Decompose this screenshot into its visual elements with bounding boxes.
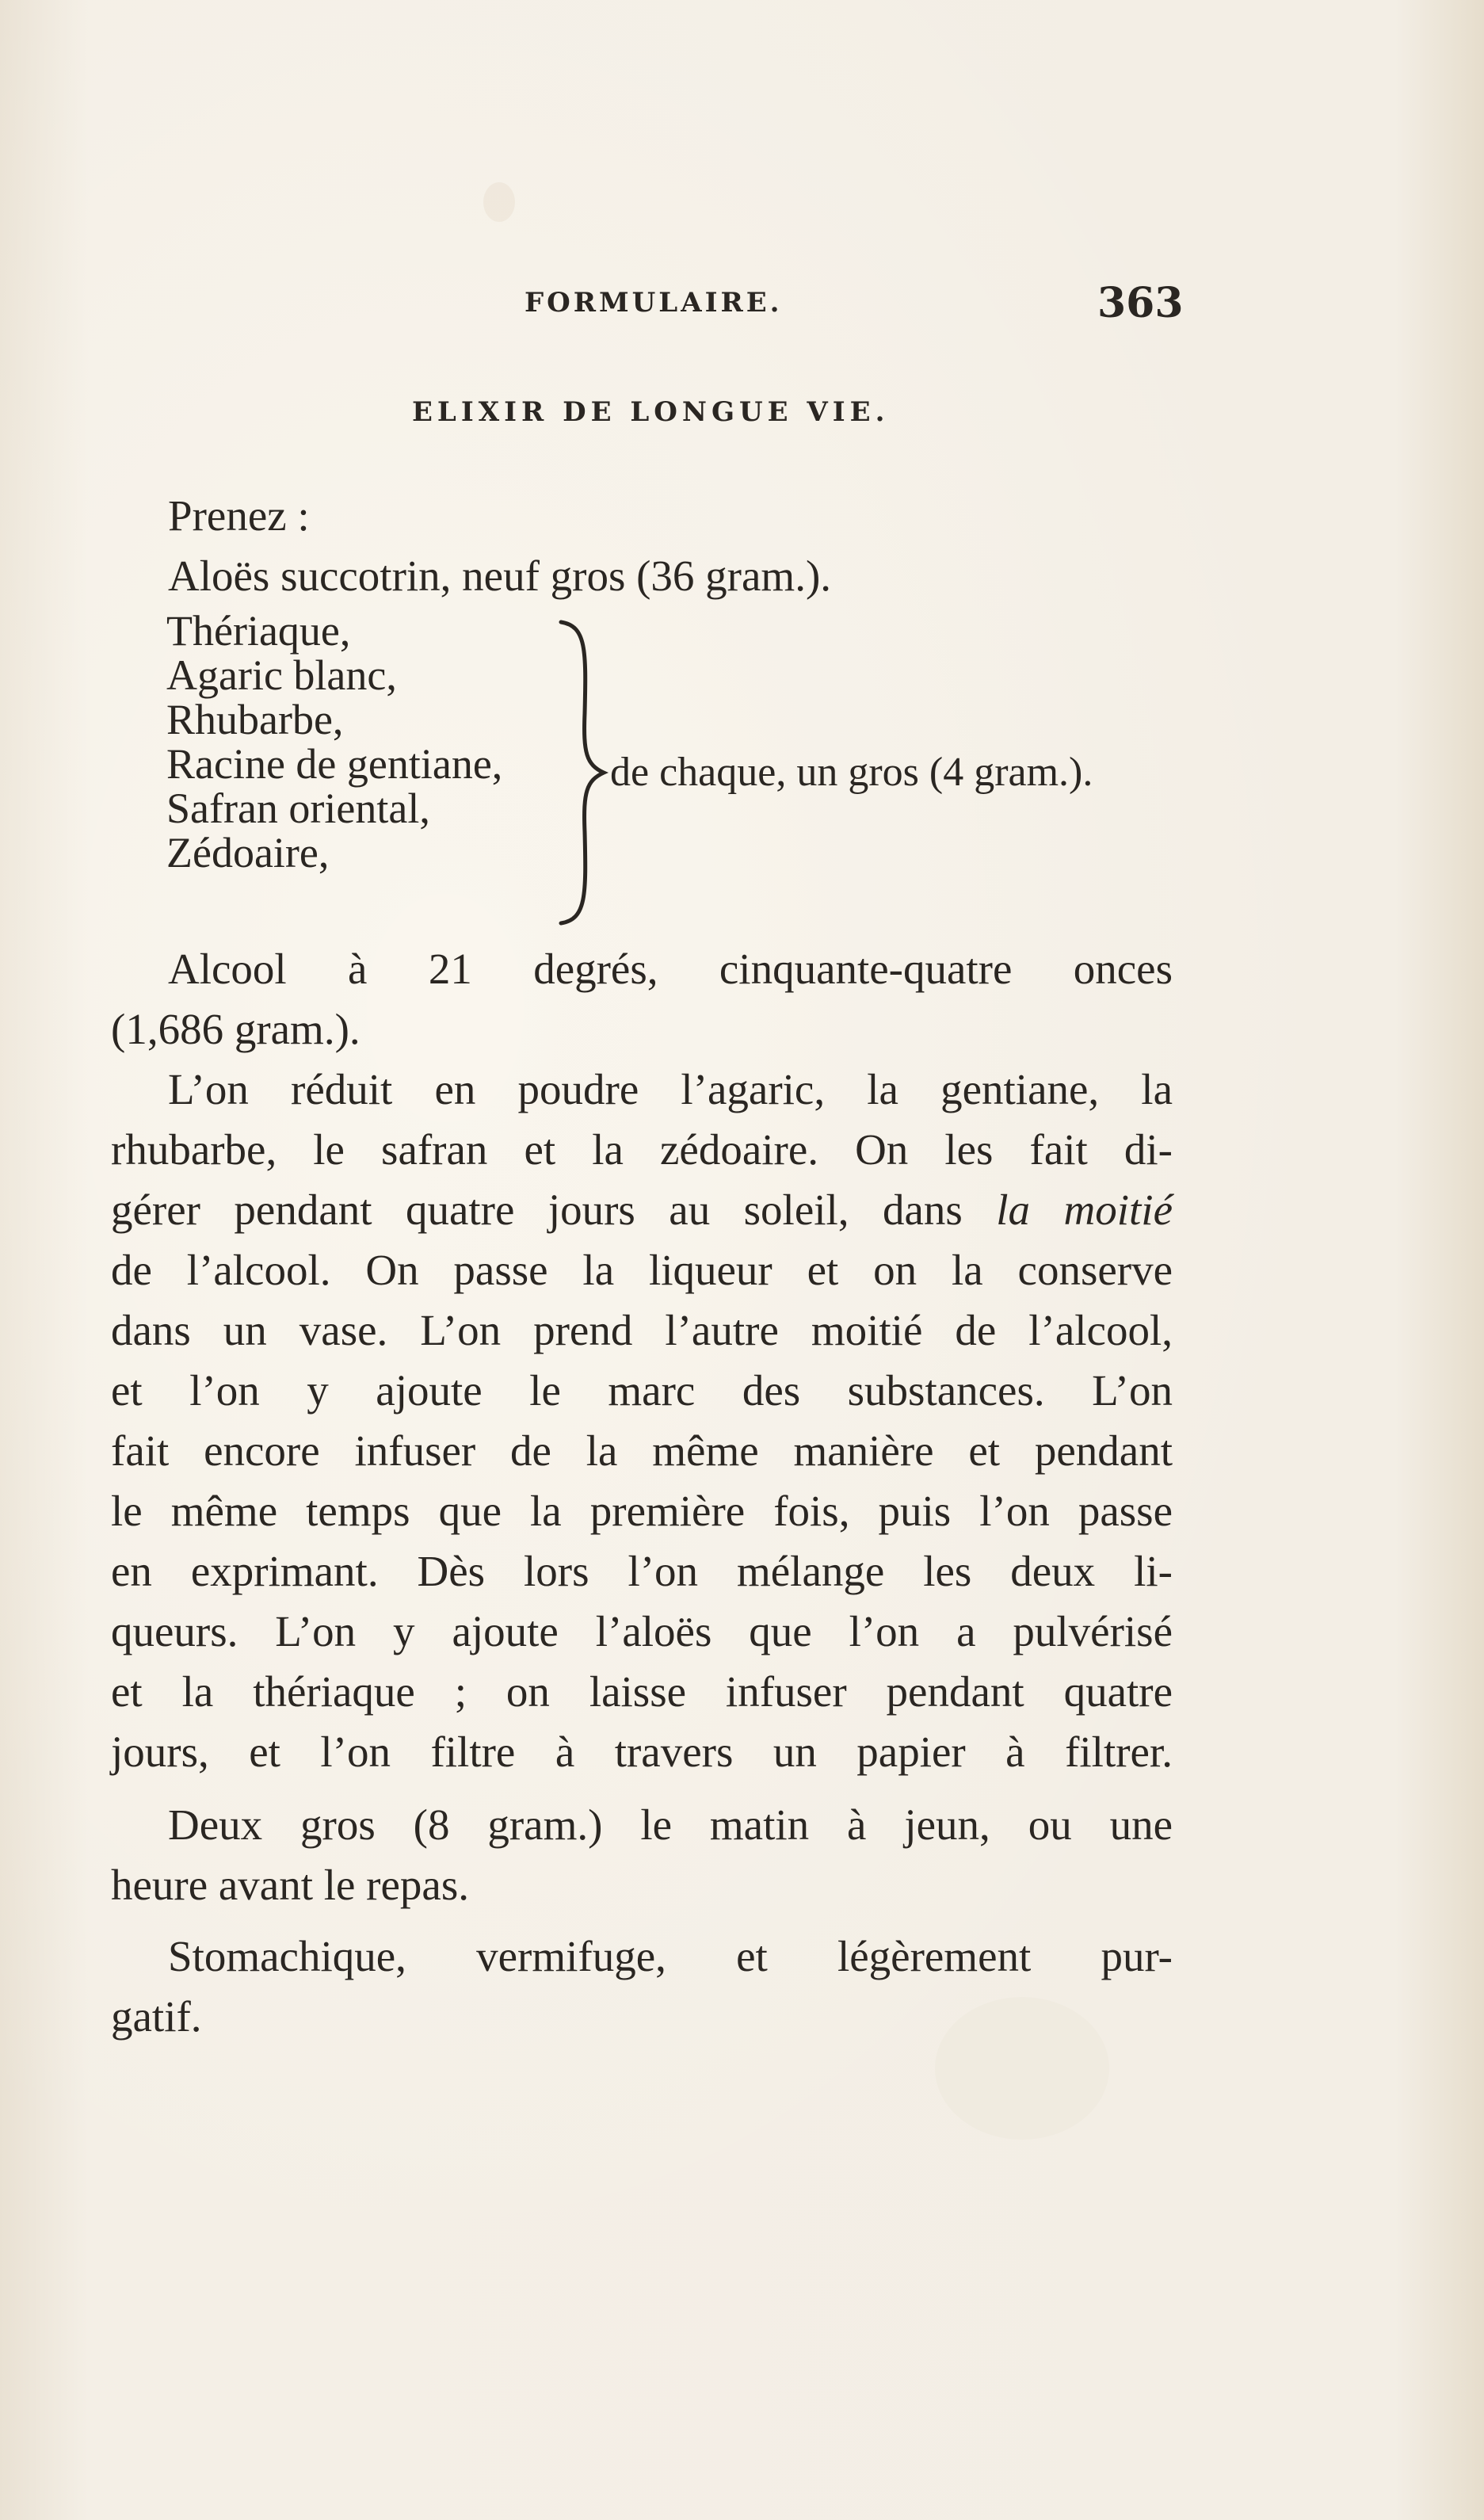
method-line: et la thériaque ; on laisse infuser pendant quatre <box>111 1667 1173 1716</box>
paper-stain <box>483 182 515 222</box>
method-line: et l’on y ajoute le marc des substances. L’on <box>111 1366 1173 1415</box>
dose-line: heure avant le repas. <box>111 1861 469 1909</box>
dose-line: Deux gros (8 gram.) le matin à jeun, ou une <box>168 1800 1173 1849</box>
effect-line: Stomachique, vermifuge, et légèrement pur- <box>168 1932 1173 1980</box>
method-line: le même temps que la première fois, puis l’on passe <box>111 1487 1173 1535</box>
method-line: jours, et l’on filtre à travers un papier à filtrer. <box>111 1728 1173 1776</box>
method-line: dans un vase. L’on prend l’autre moitié de l’alcool, <box>111 1306 1173 1354</box>
method-text: gérer pendant quatre jours au soleil, dans <box>111 1186 963 1234</box>
method-line: en exprimant. Dès lors l’on mélange les deux li- <box>111 1547 1173 1595</box>
method-line: queurs. L’on y ajoute l’aloës que l’on a pulvérisé <box>111 1607 1173 1655</box>
ingredient-item: Safran oriental, <box>166 785 430 832</box>
ingredient-item: Zédoaire, <box>166 829 330 876</box>
section-title: ELIXIR DE LONGUE VIE. <box>412 396 890 428</box>
right-curly-brace-icon <box>555 618 610 927</box>
method-line <box>111 1186 1173 1235</box>
italic-emphasis: la moitié <box>996 1186 1173 1234</box>
alcool-line: (1,686 gram.). <box>111 1005 361 1053</box>
effect-line: gatif. <box>111 1992 202 2041</box>
ingredient-item: Racine de gentiane, <box>166 740 503 788</box>
ingredient-item: Rhubarbe, <box>166 696 344 743</box>
method-line: L’on réduit en poudre l’agaric, la gentiane, la <box>168 1065 1173 1113</box>
ingredients-quantity: de chaque, un gros (4 gram.). <box>610 750 1093 795</box>
running-title: FORMULAIRE. <box>525 287 783 319</box>
alcool-line: Alcool à 21 degrés, cinquante-quatre onces <box>168 945 1173 993</box>
method-line: fait encore infuser de la même manière et pendant <box>111 1426 1173 1475</box>
recipe-intro: Prenez : <box>168 491 310 540</box>
page-number: 363 <box>1097 279 1184 327</box>
running-head <box>0 279 1484 342</box>
method-line: rhubarbe, le safran et la zédoaire. On les fait di- <box>111 1125 1173 1174</box>
recipe-aloes-line: Aloës succotrin, neuf gros (36 gram.). <box>168 552 832 600</box>
ingredient-item: Agaric blanc, <box>166 651 397 699</box>
ingredient-item: Thériaque, <box>166 607 351 655</box>
method-line: de l’alcool. On passe la liqueur et on la conserve <box>111 1246 1173 1294</box>
ingredient-list <box>166 609 502 875</box>
